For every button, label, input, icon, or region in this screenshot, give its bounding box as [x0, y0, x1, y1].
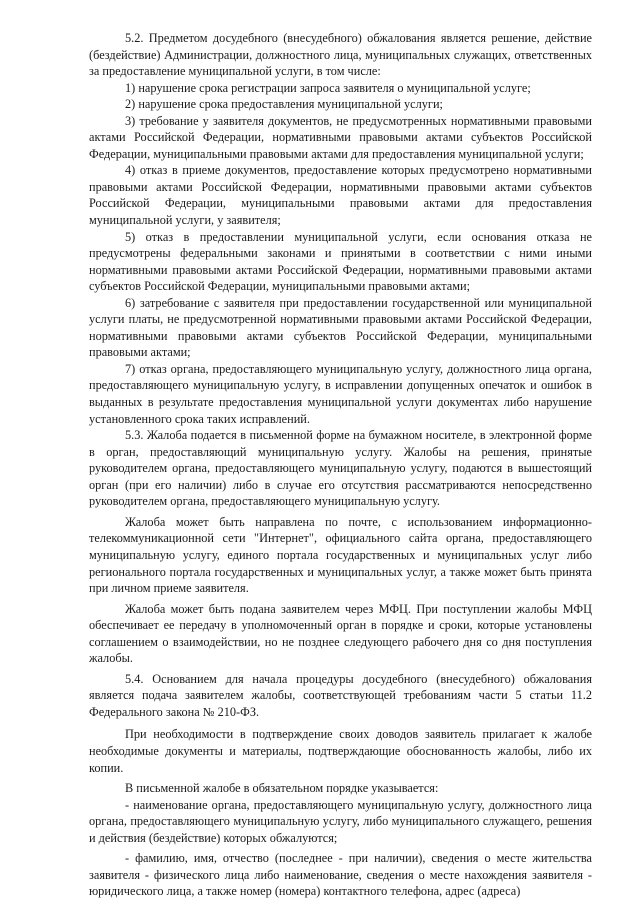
- list-item-7: 7) отказ органа, предоставляющего муниципальную услугу, должностного лица органа, предоставляющего муниципальную услугу, в исправлении допущенных опечаток и ошибок в выданных в результате предоставления муниципальной услуги документах либо нарушение установленного срока таких исправлений.: [89, 361, 592, 426]
- paragraph-mfc-submission: Жалоба может быть подана заявителем через МФЦ. При поступлении жалобы МФЦ обеспечивает ее передачу в уполномоченный орган в порядке и сроки, которые установлены соглашением о взаимодействии, но не позднее следующего рабочего дня со дня поступления жалобы.: [89, 601, 592, 666]
- list-item-6: 6) затребование с заявителя при предоставлении государственной или муниципальной услуги платы, не предусмотренной нормативными правовыми актами Российской Федерации, нормативными правовыми актами субъектов Российской Федерации, муниципальными правовыми актами;: [89, 295, 592, 360]
- paragraph-5-3: 5.3. Жалоба подается в письменной форме на бумажном носителе, в электронной форме в орган, предоставляющий муниципальную услугу. Жалобы на решения, принятые руководителем органа, предоставляющего муниципальную услугу, подаются в вышестоящий орган (при его наличии) либо в случае его отсутствия рассматриваются непосредственно руководителем органа, предоставляющего муниципальную услугу.: [89, 428, 592, 509]
- list-item-4: 4) отказ в приеме документов, предоставление которых предусмотрено нормативными правовыми актами Российской Федерации, нормативными правовыми актами субъектов Российской Федерации, муниципальными правовыми актами для предоставления муниципальной услуги, у заявителя;: [89, 163, 592, 228]
- paragraph-5-4: 5.4. Основанием для начала процедуры досудебного (внесудебного) обжалования является подача заявителем жалобы, соответствующей требованиям части 5 статьи 11.2 Федерального закона № 210-ФЗ.: [89, 671, 592, 719]
- list-item-5: 5) отказ в предоставлении муниципальной услуги, если основания отказа не предусмотрены федеральными законами и принятыми в соответствии с ними иными нормативными правовыми актами Российской Федерации, нормативными правовыми актами субъектов Российской Федерации, муниципальными правовыми актами;: [89, 229, 592, 294]
- list-item-organ-name: - наименование органа, предоставляющего муниципальную услугу, должностного лица органа, предоставляющего муниципальную услугу, либо муниципального служащего, решения и действия (бездействие) которых обжалуются;: [89, 797, 592, 845]
- list-item-applicant-info: - фамилию, имя, отчество (последнее - при наличии), сведения о месте жительства заявителя - физического лица либо наименование, сведения о месте нахождения заявителя - юридического лица, а также номер (номера) контактного телефона, адрес (адреса): [89, 851, 592, 899]
- list-item-2: 2) нарушение срока предоставления муниципальной услуги;: [125, 97, 443, 112]
- list-item-1: 1) нарушение срока регистрации запроса заявителя о муниципальной услуге;: [125, 80, 531, 95]
- paragraph-attachments: При необходимости в подтверждение своих доводов заявитель прилагает к жалобе необходимые документы и материалы, подтверждающие обоснованность жалобы, либо их копии.: [89, 727, 592, 775]
- paragraph-mail-submission: Жалоба может быть направлена по почте, с использованием информационно-телекоммуникационной сети "Интернет", официального сайта органа, предоставляющего муниципальную услугу, единого портала государственных и муниципальных услуг либо регионального портала государственных и муниципальных услуг, а также может быть принята при личном приеме заявителя.: [89, 514, 592, 596]
- paragraph-5-2: 5.2. Предметом досудебного (внесудебного) обжалования является решение, действие (бездействие) Администрации, должностного лица, муниципальных служащих, ответственных за предоставление муниципальной услуги, в том числе:: [89, 31, 592, 79]
- list-item-3: 3) требование у заявителя документов, не предусмотренных нормативными правовыми актами Российской Федерации, нормативными правовыми актами субъектов Российской Федерации, муниципальными правовыми актами для предоставления муниципальной услуги;: [89, 113, 592, 161]
- document-page: [89, 30, 592, 900]
- paragraph-required-fields: В письменной жалобе в обязательном порядке указывается:: [125, 781, 439, 796]
